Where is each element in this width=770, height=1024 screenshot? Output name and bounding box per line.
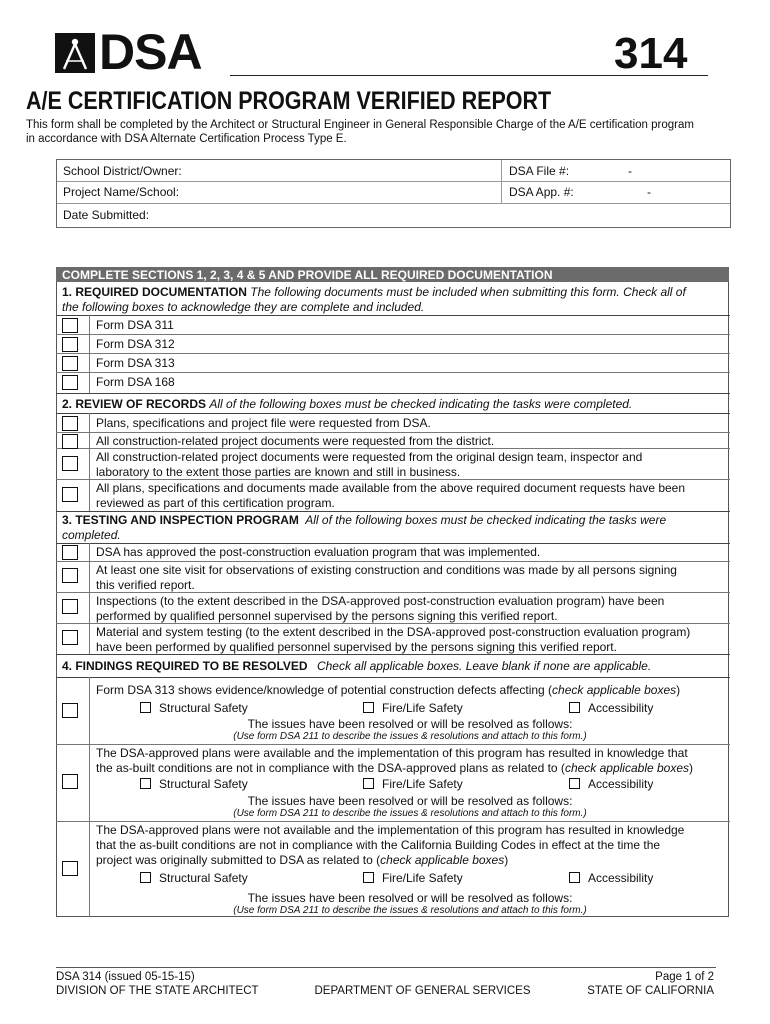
finding-3-fire-checkbox[interactable] — [363, 872, 374, 883]
finding-3-checkbox[interactable] — [62, 861, 78, 876]
site-visit-checkbox[interactable] — [62, 568, 78, 583]
form-dsa-312-label: Form DSA 312 — [96, 337, 175, 351]
form-dsa-313-label: Form DSA 313 — [96, 356, 175, 370]
section-4-header — [62, 659, 651, 673]
section-1-header — [62, 285, 727, 299]
material-testing-line-2: have been performed by qualified personnel supervised by the persons signing this verified report. — [96, 640, 617, 654]
finding-1-structural-checkbox[interactable] — [140, 702, 151, 713]
finding-2-access-option[interactable]: Accessibility — [569, 777, 653, 791]
section-3-note-1: All of the following boxes must be checked indicating the tasks were — [305, 513, 667, 527]
section-3-note-2: completed. — [62, 528, 121, 542]
plans-requested-from-dsa-label: Plans, specifications and project file were requested from DSA. — [96, 416, 431, 430]
plans-requested-from-dsa-checkbox[interactable] — [62, 416, 78, 431]
dsa-logo — [55, 24, 225, 80]
dsa-file-dash: - — [628, 164, 632, 178]
intro-line-1: This form shall be completed by the Architect or Structural Engineer in General Responsible Charge of the A/E certification program — [26, 119, 694, 131]
finding-2-line-2: the as-built conditions are not in compliance with the DSA-approved plans as related to (check applicable boxes) — [96, 761, 694, 775]
page-title: A/E CERTIFICATION PROGRAM VERIFIED REPORT — [26, 87, 552, 115]
footer-department: DEPARTMENT OF GENERAL SERVICES — [314, 985, 531, 997]
header-rule — [230, 75, 708, 76]
finding-2-use-form: (Use form DSA 211 to describe the issues & resolutions and attach to this form.) — [233, 808, 587, 819]
compass-icon — [55, 33, 95, 73]
section-4-title: 4. FINDINGS REQUIRED TO BE RESOLVED — [62, 659, 308, 673]
date-submitted-field[interactable]: Date Submitted: — [63, 208, 150, 222]
dsa-file-number-field[interactable]: DSA File #: — [509, 164, 570, 178]
finding-2-structural-checkbox[interactable] — [140, 778, 151, 789]
inspections-line-2: performed by qualified personnel supervised by the persons signing this verified report. — [96, 609, 558, 623]
finding-2-resolved: The issues have been resolved or will be resolved as follows: — [247, 794, 573, 808]
finding-2-access-checkbox[interactable] — [569, 778, 580, 789]
section-3-header — [62, 513, 666, 527]
documents-requested-from-design-team-checkbox[interactable] — [62, 456, 78, 471]
form-dsa-311-checkbox[interactable] — [62, 318, 78, 333]
finding-1-fire-option[interactable]: Fire/Life Safety — [363, 701, 463, 715]
footer-state: STATE OF CALIFORNIA — [587, 985, 714, 997]
finding-2-structural-option[interactable]: Structural Safety — [140, 777, 248, 791]
evaluation-program-approved-checkbox[interactable] — [62, 545, 78, 560]
form-dsa-313-checkbox[interactable] — [62, 356, 78, 371]
inspections-performed-checkbox[interactable] — [62, 599, 78, 614]
finding-3-structural-checkbox[interactable] — [140, 872, 151, 883]
project-name-school-field[interactable]: Project Name/School: — [63, 185, 180, 199]
form-dsa-311-label: Form DSA 311 — [96, 318, 174, 332]
finding-1-structural-option[interactable]: Structural Safety — [140, 701, 248, 715]
material-testing-checkbox[interactable] — [62, 630, 78, 645]
form-number: 314 — [614, 29, 688, 78]
footer-page-number: Page 1 of 2 — [655, 971, 714, 983]
intro-line-2: in accordance with DSA Alternate Certification Process Type E. — [26, 133, 347, 145]
finding-3-line-1: The DSA-approved plans were not available and the implementation of this program has resulted in knowledge — [96, 823, 685, 837]
finding-3-fire-option[interactable]: Fire/Life Safety — [363, 871, 463, 885]
dsa-app-number-field[interactable]: DSA App. #: — [509, 185, 574, 199]
documents-reviewed-line-1: All plans, specifications and documents made available from the above required document requests have been — [96, 481, 686, 495]
form-dsa-168-checkbox[interactable] — [62, 375, 78, 390]
finding-3-access-option[interactable]: Accessibility — [569, 871, 653, 885]
finding-1-fire-checkbox[interactable] — [363, 702, 374, 713]
finding-3-access-checkbox[interactable] — [569, 872, 580, 883]
finding-1-resolved: The issues have been resolved or will be resolved as follows: — [247, 717, 573, 731]
finding-2-line-1: The DSA-approved plans were available and the implementation of this program has resulted in knowledge that — [96, 746, 688, 760]
footer-form-issued: DSA 314 (issued 05-15-15) — [56, 971, 195, 983]
documents-design-team-line-1: All construction-related project documents were requested from the original design team, inspector and — [96, 450, 643, 464]
info-table — [56, 159, 731, 228]
inspections-line-1: Inspections (to the extent described in the DSA-approved post-construction evaluation program) have been — [96, 594, 665, 608]
evaluation-program-approved-label: DSA has approved the post-construction evaluation program that was implemented. — [96, 545, 541, 559]
site-visit-line-2: this verified report. — [96, 578, 195, 592]
section-2-header — [62, 397, 632, 411]
sections-banner: COMPLETE SECTIONS 1, 2, 3, 4 & 5 AND PROVIDE ALL REQUIRED DOCUMENTATION — [56, 267, 729, 282]
finding-2-fire-checkbox[interactable] — [363, 778, 374, 789]
finding-2-fire-option[interactable]: Fire/Life Safety — [363, 777, 463, 791]
footer-division: DIVISION OF THE STATE ARCHITECT — [56, 985, 259, 997]
finding-3-use-form: (Use form DSA 211 to describe the issues & resolutions and attach to this form.) — [233, 905, 587, 916]
section-3-title: 3. TESTING AND INSPECTION PROGRAM — [62, 513, 299, 527]
dsa-app-dash: - — [647, 185, 651, 199]
documents-design-team-line-2: laboratory to the extent those parties are known and still in business. — [96, 465, 461, 479]
finding-3-line-3: project was originally submitted to DSA as related to (check applicable boxes) — [96, 853, 509, 867]
section-1-title: 1. REQUIRED DOCUMENTATION — [62, 285, 247, 299]
finding-1-access-option[interactable]: Accessibility — [569, 701, 653, 715]
logo-text: DSA — [99, 24, 202, 80]
material-testing-line-1: Material and system testing (to the extent described in the DSA-approved post-construction evaluation program) — [96, 625, 691, 639]
site-visit-line-1: At least one site visit for observations of existing construction and conditions was made by all persons signing — [96, 563, 677, 577]
section-1-note-1: The following documents must be included when submitting this form. Check all of — [250, 285, 686, 299]
finding-1-access-checkbox[interactable] — [569, 702, 580, 713]
documents-requested-from-district-label: All construction-related project documents were requested from the district. — [96, 434, 495, 448]
documents-reviewed-line-2: reviewed as part of this certification program. — [96, 496, 335, 510]
finding-1-use-form: (Use form DSA 211 to describe the issues & resolutions and attach to this form.) — [233, 731, 587, 742]
finding-3-resolved: The issues have been resolved or will be resolved as follows: — [247, 891, 573, 905]
school-district-owner-field[interactable]: School District/Owner: — [63, 164, 182, 178]
form-dsa-168-label: Form DSA 168 — [96, 375, 175, 389]
finding-3-structural-option[interactable]: Structural Safety — [140, 871, 248, 885]
section-4-note: Check all applicable boxes. Leave blank if none are applicable. — [316, 659, 652, 673]
finding-1-checkbox[interactable] — [62, 703, 78, 718]
documents-reviewed-checkbox[interactable] — [62, 487, 78, 502]
finding-3-line-2: that the as-built conditions are not in compliance with the California Building Codes in effect at the time the — [96, 838, 661, 852]
form-dsa-312-checkbox[interactable] — [62, 337, 78, 352]
footer-rule — [56, 967, 716, 968]
section-1-note-2: the following boxes to acknowledge they are complete and included. — [62, 300, 425, 314]
section-2-title: 2. REVIEW OF RECORDS — [62, 397, 207, 411]
finding-2-checkbox[interactable] — [62, 774, 78, 789]
documents-requested-from-district-checkbox[interactable] — [62, 434, 78, 449]
finding-1-text: Form DSA 313 shows evidence/knowledge of potential construction defects affecting (check applicable boxes) — [96, 683, 681, 697]
section-2-note: All of the following boxes must be checked indicating the tasks were completed. — [209, 397, 633, 411]
